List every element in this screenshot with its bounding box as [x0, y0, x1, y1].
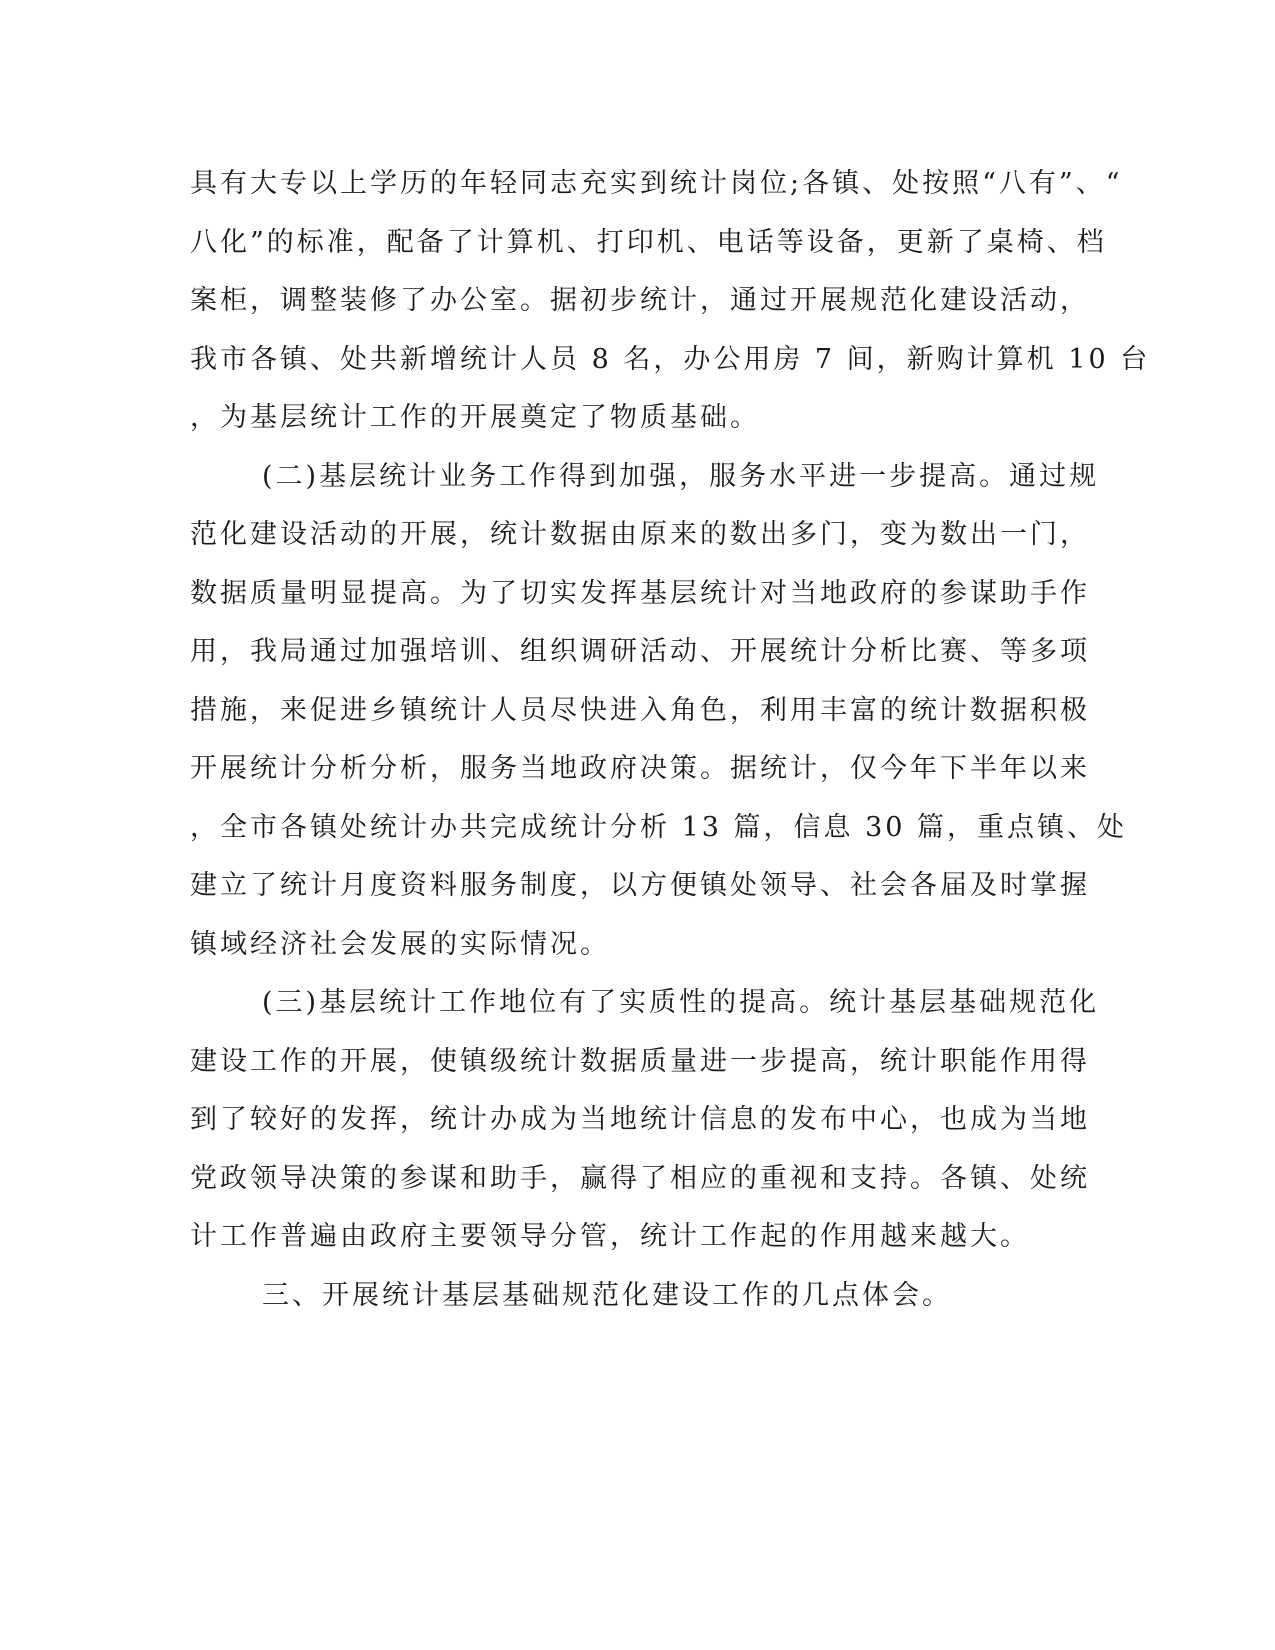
text-line: 开展统计分析分析，服务当地政府决策。据统计，仅今年下半年以来 — [190, 753, 1090, 784]
text-line: 数据质量明显提高。为了切实发挥基层统计对当地政府的参谋助手作 — [190, 578, 1090, 609]
text-line: ，为基层统计工作的开展奠定了物质基础。 — [190, 402, 760, 433]
text-line: 到了较好的发挥，统计办成为当地统计信息的发布中心，也成为当地 — [190, 1104, 1090, 1135]
text-line: 八化”的标准，配备了计算机、打印机、电话等设备，更新了桌椅、档 — [190, 227, 1107, 258]
paragraph-start-line: (三)基层统计工作地位有了实质性的提高。统计基层基础规范化 — [262, 987, 1100, 1018]
text-line: 我市各镇、处共新增统计人员 8 名，办公用房 7 间，新购计算机 10 台 — [190, 344, 1151, 375]
text-line: ，全市各镇处统计办共完成统计分析 13 篇，信息 30 篇，重点镇、处 — [190, 812, 1128, 843]
text-line: 案柜，调整装修了办公室。据初步统计，通过开展规范化建设活动， — [190, 285, 1090, 316]
text-line: 镇域经济社会发展的实际情况。 — [190, 929, 610, 960]
text-line: 措施，来促进乡镇统计人员尽快进入角色，利用丰富的统计数据积极 — [190, 695, 1090, 726]
text-line: 用，我局通过加强培训、组织调研活动、开展统计分析比赛、等多项 — [190, 636, 1090, 667]
text-line: 建立了统计月度资料服务制度，以方便镇处领导、社会各届及时掌握 — [190, 870, 1090, 901]
text-line: 建设工作的开展，使镇级统计数据质量进一步提高，统计职能作用得 — [190, 1046, 1090, 1077]
text-line: 具有大专以上学历的年轻同志充实到统计岗位;各镇、处按照“八有”、“ — [190, 168, 1123, 199]
paragraph-start-line: (二)基层统计业务工作得到加强，服务水平进一步提高。通过规 — [262, 461, 1100, 492]
text-line: 计工作普遍由政府主要领导分管，统计工作起的作用越来越大。 — [190, 1221, 1030, 1252]
text-line: 党政领导决策的参谋和助手，赢得了相应的重视和支持。各镇、处统 — [190, 1163, 1090, 1194]
text-line: 范化建设活动的开展，统计数据由原来的数出多门，变为数出一门， — [190, 519, 1090, 550]
section-heading: 三、开展统计基层基础规范化建设工作的几点体会。 — [262, 1280, 952, 1311]
